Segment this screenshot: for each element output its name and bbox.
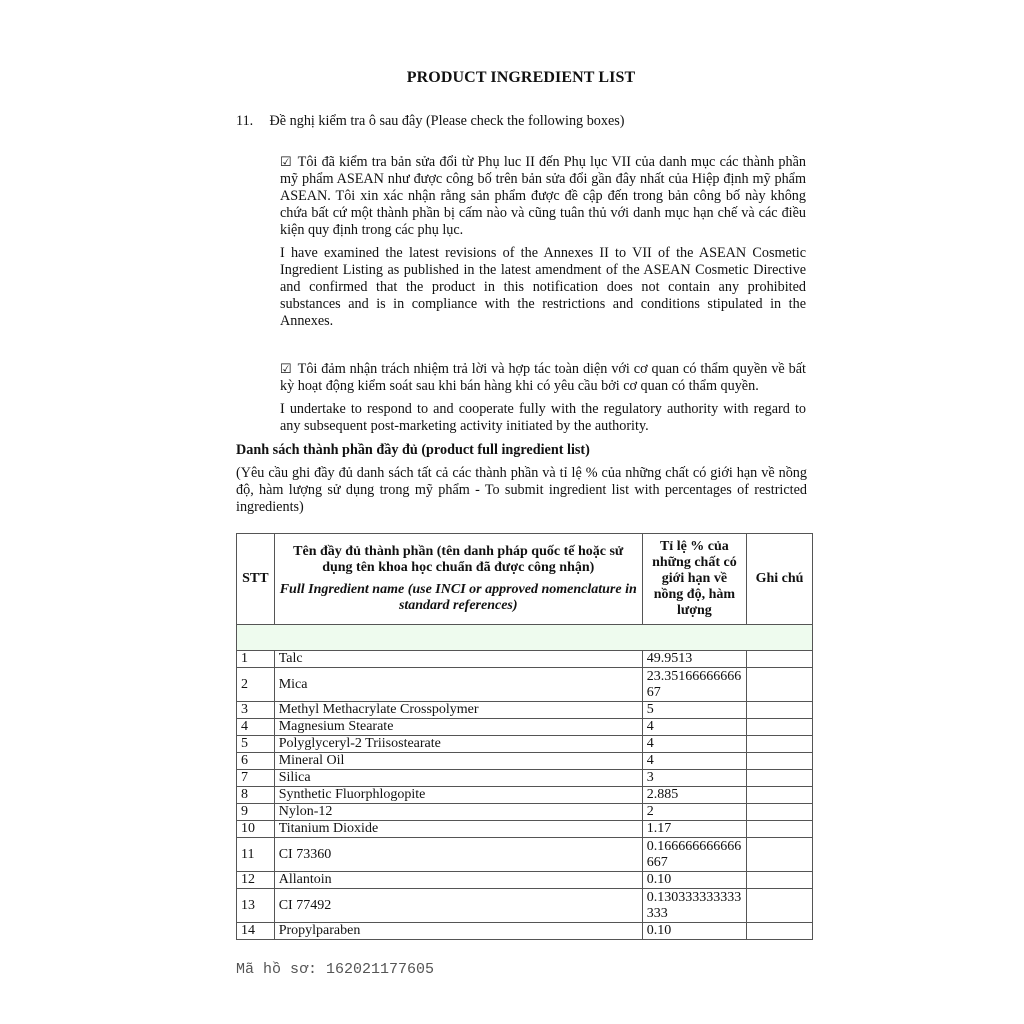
declaration-1-vn-text: Tôi đã kiểm tra bản sửa đổi từ Phụ luc II đến Phụ lục VII của danh mục các thành phần mỹ phẩm ASEAN như được công bố trên bản sửa đổi gần đây nhất của Hiệp định mỹ phẩm ASEAN. Tôi xin xác nhận rằng sản phẩm được đề cập đến trong bản công bố này không chứa bất cứ một thành phần bị cấm nào và cũng tuân thủ với danh mục hạn chế và các điều kiện quy định trong các phụ lục.: [280, 154, 806, 238]
cell-percent: 5: [642, 702, 746, 719]
cell-ingredient: Polyglyceryl-2 Triisostearate: [274, 736, 642, 753]
table-row: [237, 923, 813, 940]
cell-percent: 3: [642, 770, 746, 787]
cell-stt: 7: [237, 770, 275, 787]
table-row: [237, 668, 813, 702]
checked-box-icon[interactable]: ☑: [280, 154, 292, 169]
table-row: [237, 736, 813, 753]
dossier-code: Mã hồ sơ: 162021177605: [236, 961, 435, 978]
header-percent: Tỉ lệ % của những chất có giới hạn về nồng độ, hàm lượng: [642, 534, 746, 625]
section-heading: Danh sách thành phần đầy đủ (product full ingredient list): [236, 442, 590, 458]
cell-stt: 14: [237, 923, 275, 940]
declaration-1-english: I have examined the latest revisions of the Annexes II to VII of the ASEAN Cosmetic Ingredient Listing as published in the latest amendment of the ASEAN Cosmetic Directive and confirmed that the product in this notification does not contain any prohibited substances and is in compliance with the restrictions and conditions stipulated in the Annexes.: [280, 245, 806, 329]
cell-stt: 13: [237, 889, 275, 923]
cell-note: [747, 736, 813, 753]
item-number: 11.: [236, 113, 254, 129]
cell-percent: 0.130333333333333: [642, 889, 746, 923]
cell-stt: 8: [237, 787, 275, 804]
cell-note: [747, 787, 813, 804]
cell-ingredient: CI 73360: [274, 838, 642, 872]
cell-percent: 0.166666666666667: [642, 838, 746, 872]
table-row: [237, 787, 813, 804]
checked-box-icon[interactable]: ☑: [280, 361, 292, 376]
header-name-vietnamese: Tên đầy đủ thành phần (tên danh pháp quốc tế hoặc sử dụng tên khoa học chuẩn đã được công nhận): [293, 544, 624, 575]
cell-percent: 4: [642, 736, 746, 753]
item-11-instruction: [236, 113, 625, 130]
header-ingredient-name: [274, 534, 642, 625]
declaration-2-english: I undertake to respond to and cooperate fully with the regulatory authority with regard to any subsequent post-marketing activity initiated by the authority.: [280, 401, 806, 434]
cell-percent: 49.9513: [642, 651, 746, 668]
cell-percent: 23.3516666666667: [642, 668, 746, 702]
cell-ingredient: Nylon-12: [274, 804, 642, 821]
cell-ingredient: Silica: [274, 770, 642, 787]
cell-percent: 4: [642, 753, 746, 770]
table-row: [237, 753, 813, 770]
cell-ingredient: Titanium Dioxide: [274, 821, 642, 838]
cell-ingredient: Mica: [274, 668, 642, 702]
cell-stt: 9: [237, 804, 275, 821]
declaration-1-vietnamese: [280, 153, 806, 239]
cell-note: [747, 923, 813, 940]
cell-note: [747, 770, 813, 787]
table-row: [237, 651, 813, 668]
item-text: Đề nghị kiểm tra ô sau đây (Please check the following boxes): [269, 113, 625, 129]
section-note: (Yêu cầu ghi đầy đủ danh sách tất cả các thành phần và tỉ lệ % của những chất có giới hạn về nồng độ, hàm lượng sử dụng trong mỹ phẩm - To submit ingredient list with percentages of restricted ingredients): [236, 465, 807, 515]
cell-stt: 11: [237, 838, 275, 872]
table-row: [237, 821, 813, 838]
cell-note: [747, 889, 813, 923]
header-note: Ghi chú: [747, 534, 813, 625]
cell-stt: 12: [237, 872, 275, 889]
cell-percent: 2.885: [642, 787, 746, 804]
cell-percent: 2: [642, 804, 746, 821]
table-row: [237, 889, 813, 923]
cell-note: [747, 668, 813, 702]
table-row: [237, 719, 813, 736]
table-header-row: [237, 534, 813, 625]
cell-percent: 0.10: [642, 923, 746, 940]
table-row: [237, 702, 813, 719]
cell-note: [747, 821, 813, 838]
cell-ingredient: Propylparaben: [274, 923, 642, 940]
cell-note: [747, 872, 813, 889]
cell-ingredient: Talc: [274, 651, 642, 668]
cell-stt: 5: [237, 736, 275, 753]
cell-note: [747, 838, 813, 872]
cell-note: [747, 702, 813, 719]
declaration-2-vietnamese: [280, 360, 806, 395]
cell-percent: 1.17: [642, 821, 746, 838]
declaration-2-vn-text: Tôi đảm nhận trách nhiệm trả lời và hợp tác toàn diện với cơ quan có thẩm quyền về bất kỳ hoạt động kiểm soát sau khi bán hàng khi có yêu cầu bởi cơ quan có thẩm quyền.: [280, 361, 806, 394]
cell-percent: 4: [642, 719, 746, 736]
cell-percent: 0.10: [642, 872, 746, 889]
cell-stt: 10: [237, 821, 275, 838]
cell-ingredient: Allantoin: [274, 872, 642, 889]
cell-note: [747, 651, 813, 668]
cell-stt: 4: [237, 719, 275, 736]
page-title: PRODUCT INGREDIENT LIST: [406, 69, 636, 86]
cell-note: [747, 804, 813, 821]
header-stt: STT: [237, 534, 275, 625]
cell-ingredient: Magnesium Stearate: [274, 719, 642, 736]
table-row: [237, 872, 813, 889]
table-row: [237, 804, 813, 821]
cell-ingredient: Synthetic Fluorphlogopite: [274, 787, 642, 804]
ingredient-table: [236, 533, 813, 940]
cell-ingredient: Mineral Oil: [274, 753, 642, 770]
cell-note: [747, 753, 813, 770]
cell-stt: 2: [237, 668, 275, 702]
cell-stt: 1: [237, 651, 275, 668]
cell-note: [747, 719, 813, 736]
cell-ingredient: Methyl Methacrylate Crosspolymer: [274, 702, 642, 719]
table-band-row: [237, 625, 813, 651]
cell-ingredient: CI 77492: [274, 889, 642, 923]
cell-stt: 6: [237, 753, 275, 770]
cell-stt: 3: [237, 702, 275, 719]
table-row: [237, 838, 813, 872]
table-row: [237, 770, 813, 787]
header-name-english: Full Ingredient name (use INCI or approved nomenclature in standard references): [279, 582, 637, 613]
